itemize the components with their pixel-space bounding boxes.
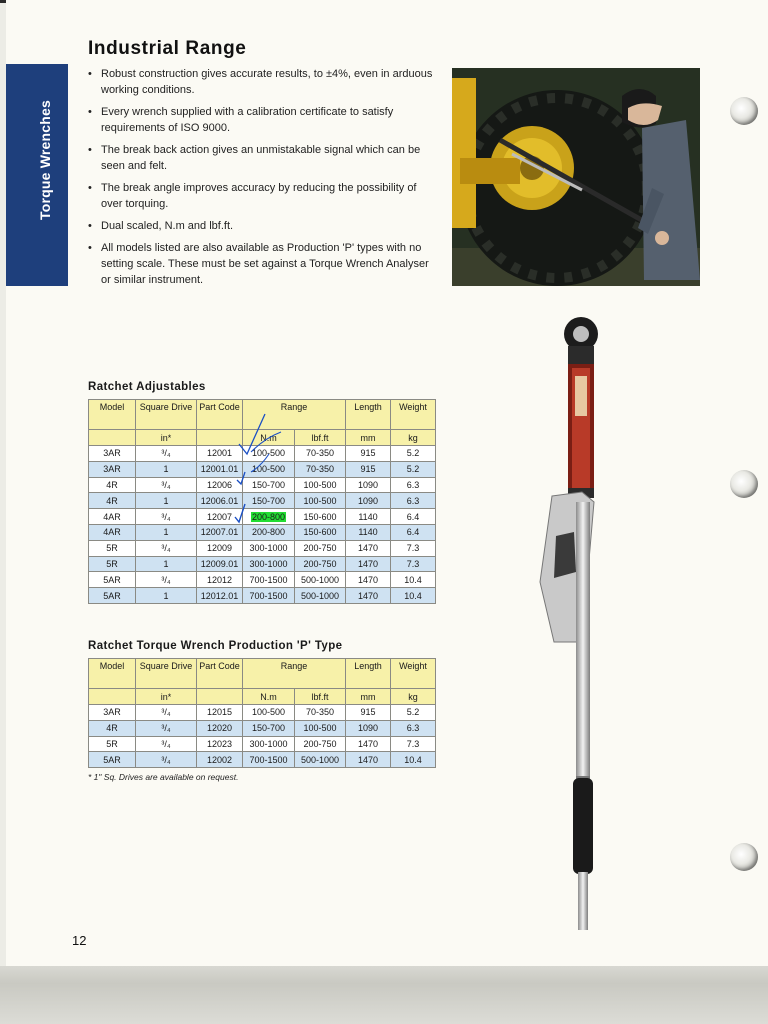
table-row — [89, 572, 436, 588]
cell: 200-750 — [295, 556, 346, 572]
cell: 1140 — [346, 524, 391, 540]
cell: 10.4 — [391, 572, 436, 588]
cell: ³/₄ — [136, 572, 197, 588]
cell: 1090 — [346, 720, 391, 736]
unit-cell — [197, 689, 243, 705]
handwritten-check-marks — [225, 412, 295, 524]
cell: 300-1000 — [243, 736, 295, 752]
cell: 1 — [136, 588, 197, 604]
unit-length: mm — [346, 430, 391, 446]
cell: 6.3 — [391, 477, 436, 493]
table2-body — [89, 705, 436, 768]
cell: 150-700 — [243, 720, 295, 736]
unit-cell — [89, 689, 136, 705]
col-header-length: Length — [346, 400, 391, 430]
binder-hole — [730, 843, 758, 871]
pen-stroke-icon — [251, 454, 269, 472]
cell: 5AR — [89, 752, 136, 768]
table-row — [89, 752, 436, 768]
cell: 500-1000 — [295, 588, 346, 604]
table2-title: Ratchet Torque Wrench Production 'P' Type — [88, 640, 343, 652]
table-row — [89, 540, 436, 556]
cell: ³/₄ — [136, 720, 197, 736]
feature-item: • Robust construction gives accurate results, to ±4%, even in arduous working conditions. — [88, 66, 438, 98]
cell: 150-600 — [295, 509, 346, 525]
cell: 12006.01 — [197, 493, 243, 509]
torque-wrench-image — [538, 316, 622, 936]
cell: 150-700 — [243, 477, 295, 493]
col-header-weight: Weight — [391, 659, 436, 689]
cell: 12023 — [197, 736, 243, 752]
cell: 1 — [136, 524, 197, 540]
cell: 1090 — [346, 493, 391, 509]
cell: 12001 — [197, 446, 243, 462]
feature-item: • The break angle improves accuracy by reducing the possibility of over torquing. — [88, 180, 438, 212]
scan-edge-bottom — [0, 966, 768, 1024]
cell: ³/₄ — [136, 540, 197, 556]
cell: 1470 — [346, 736, 391, 752]
unit-nm: N.m — [243, 430, 295, 446]
cell: 7.3 — [391, 556, 436, 572]
cell: 200-750 — [295, 540, 346, 556]
unit-nm: N.m — [243, 689, 295, 705]
cell: 70-350 — [295, 446, 346, 462]
feature-item: • Dual scaled, N.m and lbf.ft. — [88, 218, 438, 234]
cell: 4R — [89, 493, 136, 509]
cell: 12020 — [197, 720, 243, 736]
cell: ³/₄ — [136, 705, 197, 721]
feature-item: • The break back action gives an unmistakable signal which can be seen and felt. — [88, 142, 438, 174]
cell: 10.4 — [391, 588, 436, 604]
cell: 70-350 — [295, 461, 346, 477]
cell: ³/₄ — [136, 477, 197, 493]
cell: 7.3 — [391, 736, 436, 752]
cell: 12009.01 — [197, 556, 243, 572]
cell: 200-800 — [243, 524, 295, 540]
cell: 6.4 — [391, 509, 436, 525]
cell: 5.2 — [391, 705, 436, 721]
unit-weight: kg — [391, 689, 436, 705]
cell: 915 — [346, 461, 391, 477]
cell: 5R — [89, 540, 136, 556]
cell: 700-1500 — [243, 588, 295, 604]
cell: 3AR — [89, 705, 136, 721]
cell: 300-1000 — [243, 556, 295, 572]
col-header-length: Length — [346, 659, 391, 689]
cell: ³/₄ — [136, 446, 197, 462]
section-side-tab-label: Torque Wrenches — [37, 100, 53, 220]
cell: 6.3 — [391, 720, 436, 736]
cell: 12002 — [197, 752, 243, 768]
table-row — [89, 705, 436, 721]
cell: 500-1000 — [295, 752, 346, 768]
unit-drive: in* — [136, 689, 197, 705]
cell: ³/₄ — [136, 752, 197, 768]
col-header-drive: Square Drive — [136, 400, 197, 430]
cell: 1470 — [346, 572, 391, 588]
cell: 7.3 — [391, 540, 436, 556]
cell: ³/₄ — [136, 509, 197, 525]
cell: 100-500 — [295, 720, 346, 736]
product-photo — [452, 68, 700, 286]
unit-length: mm — [346, 689, 391, 705]
col-header-range: Range — [243, 400, 346, 430]
col-header-model: Model — [89, 659, 136, 689]
col-header-part: Part Code — [197, 400, 243, 430]
cell: 5R — [89, 736, 136, 752]
torque-wrench-icon — [538, 316, 622, 936]
cell: 70-350 — [295, 705, 346, 721]
cell: 5.2 — [391, 446, 436, 462]
table1-title: Ratchet Adjustables — [88, 381, 206, 393]
highlight-mark: 200-800 — [251, 511, 286, 522]
cell: 12012.01 — [197, 588, 243, 604]
cell: 5.2 — [391, 461, 436, 477]
cell: 4R — [89, 477, 136, 493]
cell: 1090 — [346, 477, 391, 493]
unit-weight: kg — [391, 430, 436, 446]
cell: 1470 — [346, 556, 391, 572]
cell: 100-500 — [295, 493, 346, 509]
cell: 6.4 — [391, 524, 436, 540]
photo-illustration — [452, 68, 700, 286]
check-mark-icon — [239, 414, 265, 454]
cell: 6.3 — [391, 493, 436, 509]
cell: 150-700 — [243, 493, 295, 509]
cell: 10.4 — [391, 752, 436, 768]
table-row — [89, 524, 436, 540]
cell: 1 — [136, 461, 197, 477]
col-header-part: Part Code — [197, 659, 243, 689]
cell: 5R — [89, 556, 136, 572]
cell: 12007.01 — [197, 524, 243, 540]
page-number: 12 — [72, 933, 87, 948]
cell: 12009 — [197, 540, 243, 556]
cell: 4AR — [89, 509, 136, 525]
table-row — [89, 720, 436, 736]
cell: 12001.01 — [197, 461, 243, 477]
cell: 700-1500 — [243, 572, 295, 588]
unit-cell — [89, 430, 136, 446]
cell: 4AR — [89, 524, 136, 540]
cell: 12012 — [197, 572, 243, 588]
unit-lbf: lbf.ft — [295, 430, 346, 446]
binder-hole — [730, 470, 758, 498]
page-title: Industrial Range — [88, 38, 247, 59]
unit-drive: in* — [136, 430, 197, 446]
cell: 12006 — [197, 477, 243, 493]
check-mark-icon — [235, 504, 245, 522]
table-row — [89, 588, 436, 604]
table-row — [89, 736, 436, 752]
cell: 1470 — [346, 752, 391, 768]
cell: 12015 — [197, 705, 243, 721]
cell: 300-1000 — [243, 540, 295, 556]
check-mark-icon — [237, 472, 245, 484]
cell: 5AR — [89, 572, 136, 588]
col-header-weight: Weight — [391, 400, 436, 430]
cell: ³/₄ — [136, 736, 197, 752]
cell: 500-1000 — [295, 572, 346, 588]
cell: 1 — [136, 556, 197, 572]
cell: 100-500 — [295, 477, 346, 493]
cell: 100-500 — [243, 461, 295, 477]
footnote: * 1" Sq. Drives are available on request. — [88, 772, 239, 782]
binder-hole — [730, 97, 758, 125]
cell: 200-750 — [295, 736, 346, 752]
cell: 915 — [346, 705, 391, 721]
cell: 1140 — [346, 509, 391, 525]
table-row — [89, 556, 436, 572]
feature-item: • Every wrench supplied with a calibration certificate to satisfy requirements of ISO 9000. — [88, 104, 438, 136]
cell: 1470 — [346, 540, 391, 556]
cell: 700-1500 — [243, 752, 295, 768]
col-header-model: Model — [89, 400, 136, 430]
cell: 1 — [136, 493, 197, 509]
cell: 100-500 — [243, 446, 295, 462]
cell: 12007 — [197, 509, 243, 525]
unit-lbf: lbf.ft — [295, 689, 346, 705]
col-header-drive: Square Drive — [136, 659, 197, 689]
cell: 100-500 — [243, 705, 295, 721]
production-p-type-table — [88, 658, 436, 768]
feature-item: • All models listed are also available as Production 'P' types with no setting scale. These must be set against a Torque Wrench Analyser or similar instrument. — [88, 240, 438, 288]
cell: 5AR — [89, 588, 136, 604]
cell: 3AR — [89, 446, 136, 462]
col-header-range: Range — [243, 659, 346, 689]
cell: 150-600 — [295, 524, 346, 540]
cell: 3AR — [89, 461, 136, 477]
cell: 4R — [89, 720, 136, 736]
feature-list — [88, 66, 438, 294]
cell: 1470 — [346, 588, 391, 604]
cell: 915 — [346, 446, 391, 462]
